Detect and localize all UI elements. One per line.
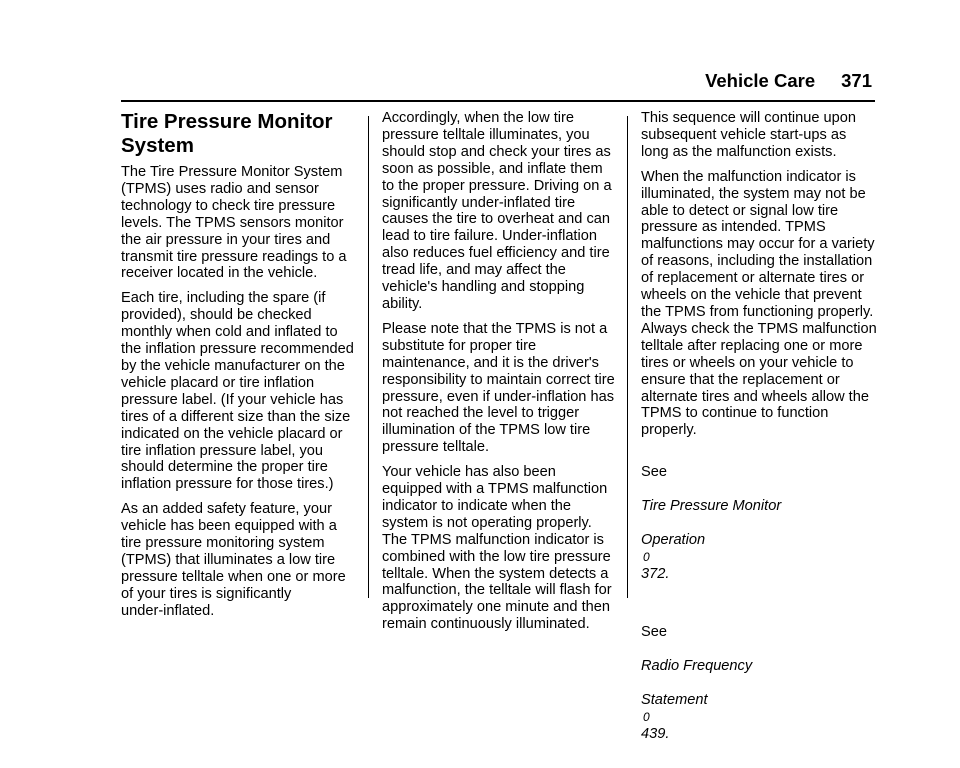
- paragraph: Please note that the TPMS is not a substitute for proper tire maintenance, and it is the driver's responsibility to maintain correct tire pressure, even if under-inflation has not reached the level to trigger illumination of the TPMS low tire pressure telltale.: [382, 320, 615, 456]
- page-reference-icon: 0: [643, 549, 650, 564]
- page-reference-icon: 0: [643, 709, 650, 724]
- section-title: Vehicle Care: [705, 70, 816, 91]
- ref-link-tire-pressure-monitor-operation[interactable]: [641, 498, 781, 582]
- cross-reference: [641, 447, 886, 599]
- column-divider: [627, 116, 628, 598]
- column-divider: [368, 116, 369, 598]
- section-heading: Tire Pressure Monitor System: [121, 110, 333, 157]
- page-number: 371: [841, 70, 872, 91]
- paragraph: This sequence will continue upon subsequent vehicle start-ups as long as the malfunction exists.: [641, 110, 856, 160]
- paragraph: The Tire Pressure Monitor System (TPMS) uses radio and sensor technology to check tire pressure levels. The TPMS sensors monitor the air pressure in your tires and transmit tire pressure readings to a receiver located in the vehicle.: [121, 164, 347, 282]
- paragraph: When the malfunction indicator is illuminated, the system may not be able to detect or signal low tire pressure as intended. TPMS malfunctions may occur for a variety of reasons, including the installation of replacement or alternate tires or wheels on the vehicle that prevent the TPMS from functioning properly. Always check the TPMS malfunction telltale after replacing one or more tires or wheels on your vehicle to ensure that the replacement or alternate tires and wheels allow the TPMS to continue to function properly.: [641, 168, 877, 439]
- page-header: [705, 70, 872, 92]
- paragraph: Your vehicle has also been equipped with a TPMS malfunction indicator to indicate when the system is not operating properly. The TPMS malfunction indicator is combined with the low tire pressure telltale. When the system detects a malfunction, the telltale will flash for approximately one minute and then remain continuously illuminated.: [382, 464, 612, 633]
- cross-reference: [641, 607, 886, 759]
- paragraph: As an added safety feature, your vehicle has been equipped with a tire pressure monitoring system (TPMS) that illuminates a low tire pressure telltale when one or more of your tires is significantly under-inflated.: [121, 501, 346, 619]
- ref-page[interactable]: 372.: [641, 565, 670, 582]
- ref-title-line2[interactable]: Operation: [641, 531, 706, 548]
- ref-title-line1[interactable]: Tire Pressure Monitor: [641, 497, 782, 514]
- ref-title-line1[interactable]: Radio Frequency: [641, 658, 753, 675]
- column-2: [382, 110, 622, 641]
- column-3: [641, 110, 886, 768]
- paragraph: Accordingly, when the low tire pressure telltale illuminates, you should stop and check your tires as soon as possible, and inflate them to the proper pressure. Driving on a significantly under-inflated tire causes the tire to overheat and can lead to tire failure. Under-inflation also reduces fuel efficiency and tire tread life, and may affect the vehicle's handling and stopping ability.: [382, 110, 612, 312]
- ref-prefix: See: [641, 464, 667, 481]
- ref-title-line2[interactable]: Statement: [641, 691, 708, 708]
- ref-link-radio-frequency-statement[interactable]: [641, 658, 752, 742]
- column-1: [121, 110, 361, 628]
- ref-page[interactable]: 439.: [641, 725, 670, 742]
- header-rule: [121, 100, 875, 102]
- ref-prefix: See: [641, 624, 667, 641]
- paragraph: Each tire, including the spare (if provided), should be checked monthly when cold and inflated to the inflation pressure recommended by the vehicle manufacturer on the vehicle placard or tire inflation pressure label. (If your vehicle has tires of a different size than the size indicated on the vehicle placard or tire inflation pressure label, you should determine the proper tire inflation pressure for those tires.): [121, 290, 354, 493]
